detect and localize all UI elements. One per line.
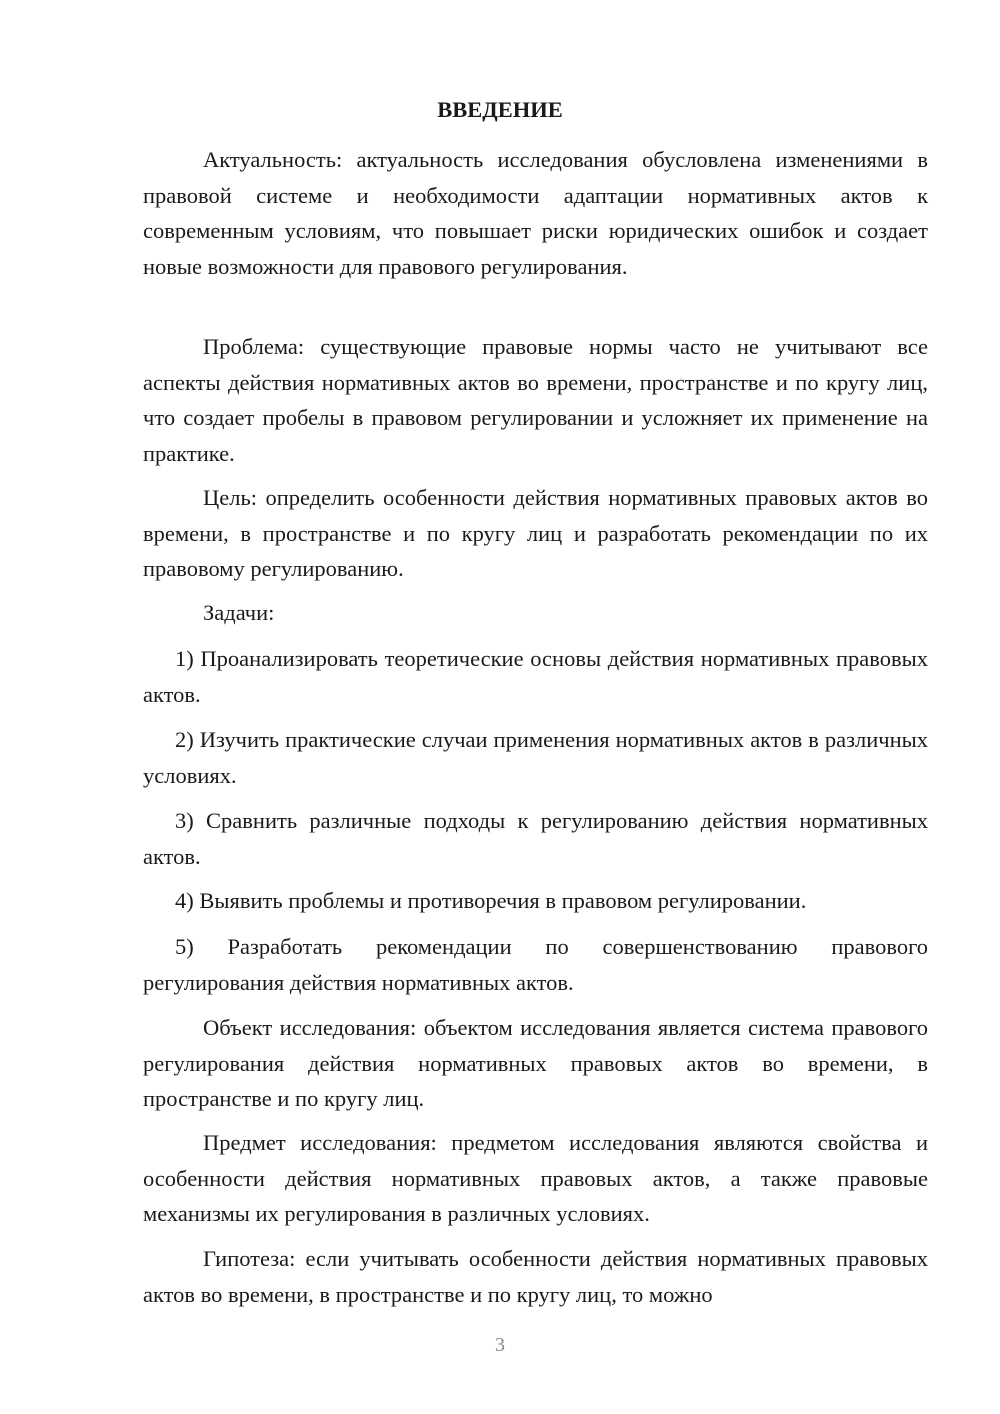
paragraph-tasks-heading: Задачи: bbox=[203, 600, 275, 625]
task-item-4: 4) Выявить проблемы и противоречия в правовом регулировании. bbox=[175, 888, 807, 913]
paragraph-problem: Проблема: существующие правовые нормы часто не учитывают все аспекты действия нормативных актов во времени, пространстве и по кругу лиц, что создает пробелы в правовом регулировании и усложняет их применение на практике. bbox=[143, 334, 928, 466]
task-item-5: 5) Разработать рекомендации по совершенствованию правового регулирования действия нормативных актов. bbox=[143, 934, 928, 995]
task-item-3: 3) Сравнить различные подходы к регулированию действия нормативных актов. bbox=[143, 808, 928, 869]
task-item-2: 2) Изучить практические случаи применения нормативных актов в различных условиях. bbox=[143, 727, 928, 788]
paragraph-subject: Предмет исследования: предметом исследования являются свойства и особенности действия нормативных правовых актов, а также правовые механизмы их регулирования в различных условиях. bbox=[143, 1130, 928, 1226]
paragraph-goal: Цель: определить особенности действия нормативных правовых актов во времени, в пространстве и по кругу лиц и разработать рекомендации по их правовому регулированию. bbox=[143, 485, 928, 581]
paragraph-object: Объект исследования: объектом исследования является система правового регулирования действия нормативных правовых актов во времени, в пространстве и по кругу лиц. bbox=[143, 1015, 928, 1111]
task-item-1: 1) Проанализировать теоретические основы действия нормативных правовых актов. bbox=[143, 646, 928, 707]
paragraph-relevance: Актуальность: актуальность исследования обусловлена изменениями в правовой системе и необходимости адаптации нормативных актов к современным условиям, что повышает риски юридических ошибок и создает новые возможности для правового регулирования. bbox=[143, 147, 928, 279]
paragraph-hypothesis: Гипотеза: если учитывать особенности действия нормативных правовых актов во времени, в пространстве и по кругу лиц, то можно bbox=[143, 1246, 928, 1307]
section-title: ВВЕДЕНИЕ bbox=[437, 97, 563, 122]
page-number: 3 bbox=[495, 1334, 505, 1356]
